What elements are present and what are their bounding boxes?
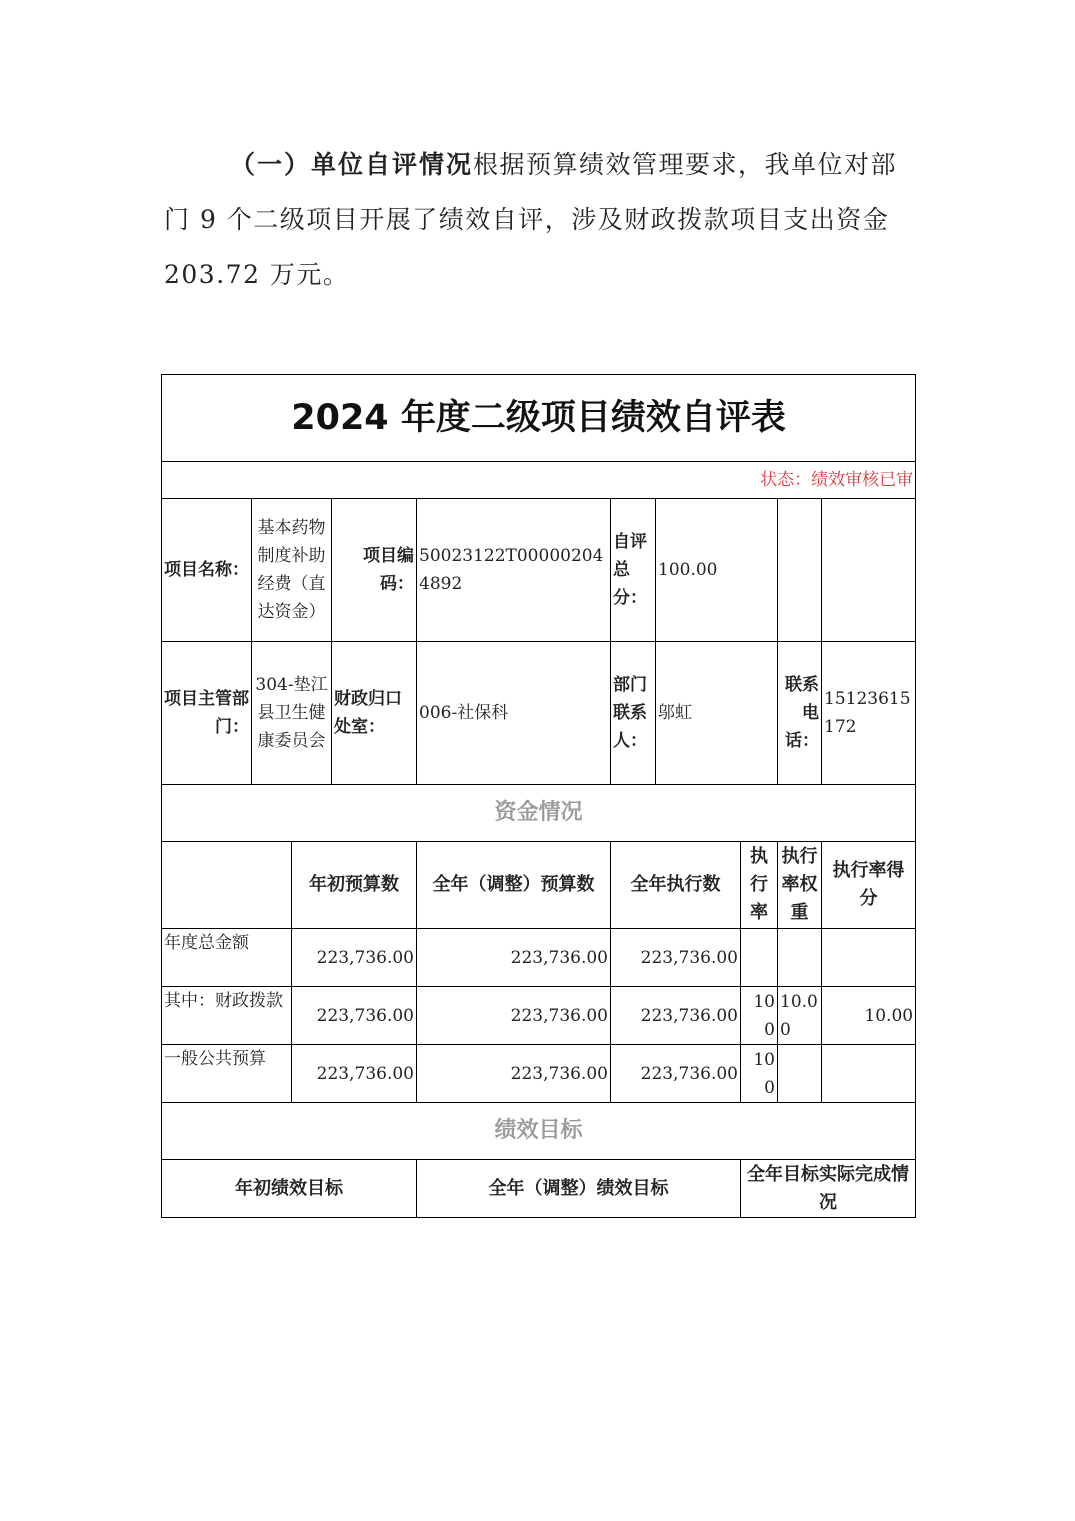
targets-section-title: 绩效目标 <box>162 1103 916 1160</box>
finance-office-value: 006-社保科 <box>417 642 611 785</box>
project-name-label: 项目名称： <box>162 499 252 642</box>
executed-cell: 223,736.00 <box>611 987 741 1045</box>
table-row <box>162 987 916 1045</box>
score-cell <box>822 1045 916 1103</box>
header-actual-completion: 全年目标实际完成情况 <box>741 1160 916 1218</box>
department-value: 304-垫江县卫生健康委员会 <box>252 642 332 785</box>
header-rate-score: 执行率得分 <box>822 842 916 929</box>
empty-header-cell <box>162 842 292 929</box>
adjusted-budget-cell: 223,736.00 <box>417 987 611 1045</box>
row-label: 一般公共预算 <box>162 1045 292 1103</box>
intro-text: 根据预算绩效管理要求，我单位对部门 9 个二级项目开展了绩效自评，涉及财政拨款项目支出资金 203.72 万元。 <box>164 150 898 289</box>
intro-paragraph <box>164 137 914 302</box>
weight-cell: 10.00 <box>778 987 822 1045</box>
adjusted-budget-cell: 223,736.00 <box>417 1045 611 1103</box>
project-code-label: 项目编码： <box>332 499 417 642</box>
header-initial-target: 年初绩效目标 <box>162 1160 417 1218</box>
header-executed: 全年执行数 <box>611 842 741 929</box>
phone-value: 15123615172 <box>822 642 916 785</box>
initial-budget-cell: 223,736.00 <box>292 987 417 1045</box>
project-code-value: 50023122T000002044892 <box>417 499 611 642</box>
table-row <box>162 1045 916 1103</box>
self-score-label: 自评总分： <box>611 499 656 642</box>
self-score-value: 100.00 <box>656 499 778 642</box>
header-adjusted-target: 全年（调整）绩效目标 <box>417 1160 741 1218</box>
intro-lead: （一）单位自评情况 <box>230 150 474 179</box>
header-execution-rate: 执行率 <box>741 842 778 929</box>
contact-value: 邬虹 <box>656 642 778 785</box>
score-cell: 10.00 <box>822 987 916 1045</box>
department-label: 项目主管部门： <box>162 642 252 785</box>
header-rate-weight: 执行率权重 <box>778 842 822 929</box>
adjusted-budget-cell: 223,736.00 <box>417 929 611 987</box>
row-label: 其中：财政拨款 <box>162 987 292 1045</box>
status-badge: 状态：绩效审核已审 <box>162 462 916 499</box>
empty-cell <box>778 499 822 642</box>
rate-cell <box>741 929 778 987</box>
executed-cell: 223,736.00 <box>611 1045 741 1103</box>
finance-office-label: 财政归口处室： <box>332 642 417 785</box>
performance-table <box>161 374 916 1218</box>
weight-cell <box>778 1045 822 1103</box>
header-adjusted-budget: 全年（调整）预算数 <box>417 842 611 929</box>
table-row <box>162 929 916 987</box>
header-initial-budget: 年初预算数 <box>292 842 417 929</box>
project-name-value: 基本药物制度补助经费（直达资金） <box>252 499 332 642</box>
rate-cell: 100 <box>741 1045 778 1103</box>
executed-cell: 223,736.00 <box>611 929 741 987</box>
rate-cell: 100 <box>741 987 778 1045</box>
score-cell <box>822 929 916 987</box>
weight-cell <box>778 929 822 987</box>
funds-section-title: 资金情况 <box>162 785 916 842</box>
initial-budget-cell: 223,736.00 <box>292 1045 417 1103</box>
row-label: 年度总金额 <box>162 929 292 987</box>
empty-cell <box>822 499 916 642</box>
initial-budget-cell: 223,736.00 <box>292 929 417 987</box>
contact-label: 部门联系人： <box>611 642 656 785</box>
form-title: 2024 年度二级项目绩效自评表 <box>162 375 916 462</box>
phone-label: 联系电话： <box>778 642 822 785</box>
